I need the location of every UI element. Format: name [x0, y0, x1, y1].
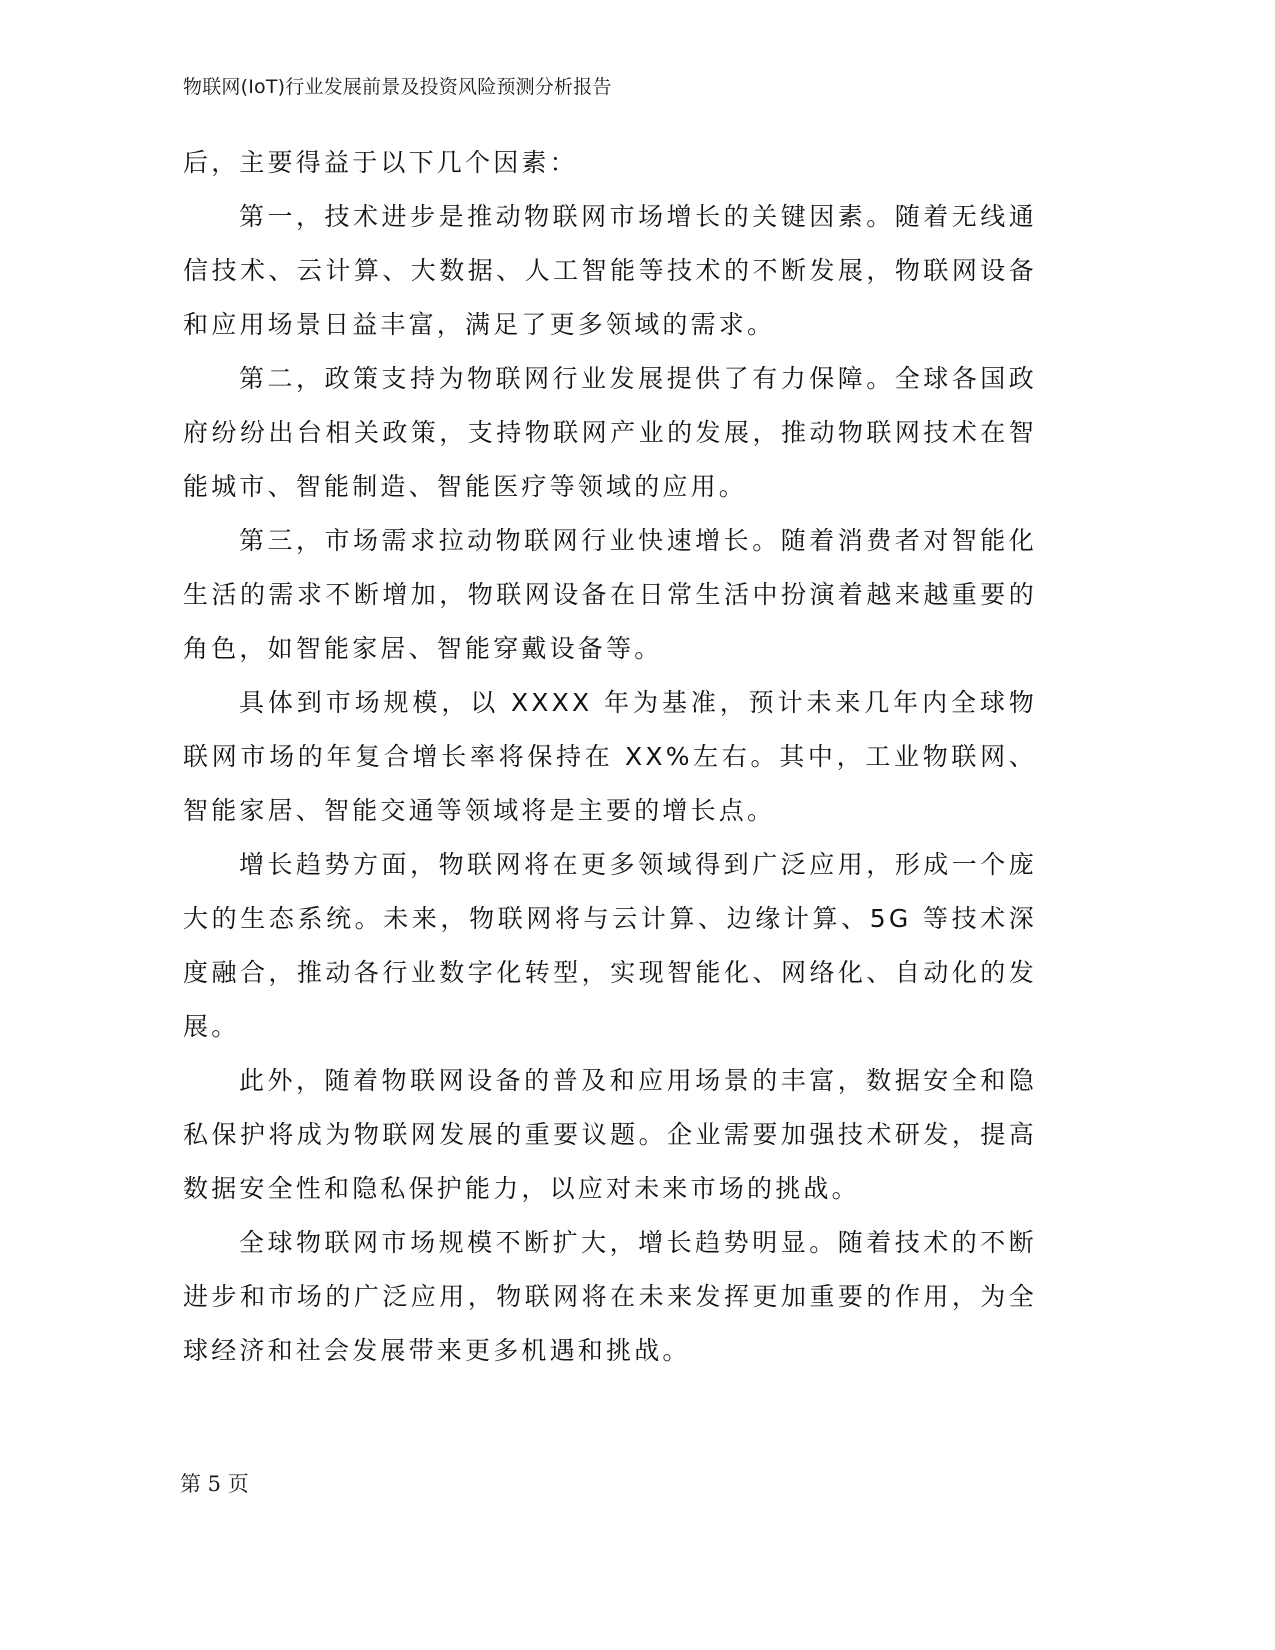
paragraph-continuation: 后，主要得益于以下几个因素： [183, 148, 578, 177]
page-number: 第 5 页 [180, 1472, 249, 1496]
document-body [183, 136, 1037, 1378]
running-header: 物联网(IoT)行业发展前景及投资风险预测分析报告 [183, 76, 612, 98]
paragraph-demand: 第三，市场需求拉动物联网行业快速增长。随着消费者对智能化生活的需求不断增加，物联网设备在日常生活中扮演着越来越重要的角色，如智能家居、智能穿戴设备等。 [183, 526, 1037, 663]
paragraph-policy: 第二，政策支持为物联网行业发展提供了有力保障。全球各国政府纷纷出台相关政策，支持物联网产业的发展，推动物联网技术在智能城市、智能制造、智能医疗等领域的应用。 [183, 364, 1037, 501]
paragraph-conclusion: 全球物联网市场规模不断扩大，增长趋势明显。随着技术的不断进步和市场的广泛应用，物联网将在未来发挥更加重要的作用，为全球经济和社会发展带来更多机遇和挑战。 [183, 1228, 1037, 1365]
header-divider [183, 115, 1075, 116]
paragraph-security: 此外，随着物联网设备的普及和应用场景的丰富，数据安全和隐私保护将成为物联网发展的重要议题。企业需要加强技术研发，提高数据安全性和隐私保护能力，以应对未来市场的挑战。 [183, 1066, 1037, 1203]
paragraph-market-size: 具体到市场规模，以 XXXX 年为基准，预计未来几年内全球物联网市场的年复合增长率将保持在 XX%左右。其中，工业物联网、智能家居、智能交通等领域将是主要的增长点。 [183, 688, 1037, 825]
paragraph-growth-trend: 增长趋势方面，物联网将在更多领域得到广泛应用，形成一个庞大的生态系统。未来，物联网将与云计算、边缘计算、5G 等技术深度融合，推动各行业数字化转型，实现智能化、网络化、自动化的发展。 [183, 850, 1037, 1041]
paragraph-technology: 第一，技术进步是推动物联网市场增长的关键因素。随着无线通信技术、云计算、大数据、人工智能等技术的不断发展，物联网设备和应用场景日益丰富，满足了更多领域的需求。 [183, 202, 1037, 339]
